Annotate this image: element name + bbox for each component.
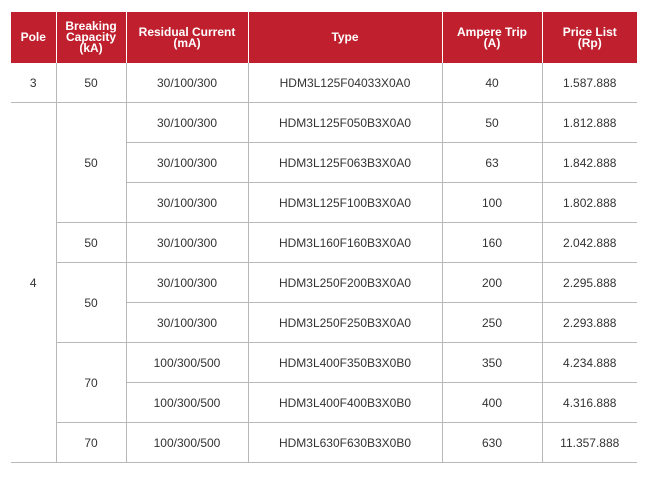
price-cell: 2.042.888: [542, 223, 637, 263]
ampere-cell: 200: [442, 263, 542, 303]
price-cell: 1.802.888: [542, 183, 637, 223]
ampere-cell: 400: [442, 383, 542, 423]
residual-cell: 30/100/300: [126, 183, 248, 223]
residual-cell: 30/100/300: [126, 143, 248, 183]
residual-cell: 30/100/300: [126, 223, 248, 263]
table-row: [11, 103, 637, 143]
ampere-cell: 40: [442, 63, 542, 103]
header-pole: Pole: [11, 12, 56, 63]
capacity-cell: 50: [56, 63, 126, 103]
residual-cell: 30/100/300: [126, 103, 248, 143]
type-cell: HDM3L160F160B3X0A0: [248, 223, 442, 263]
type-cell: HDM3L125F04033X0A0: [248, 63, 442, 103]
header-breaking-capacity: Breaking Capacity (kA): [56, 12, 126, 63]
ampere-cell: 160: [442, 223, 542, 263]
ampere-cell: 100: [442, 183, 542, 223]
pole-cell: 4: [11, 103, 56, 463]
type-cell: HDM3L630F630B3X0B0: [248, 423, 442, 463]
capacity-cell: 50: [56, 263, 126, 343]
price-cell: 1.587.888: [542, 63, 637, 103]
price-cell: 1.812.888: [542, 103, 637, 143]
price-cell: 2.293.888: [542, 303, 637, 343]
type-cell: HDM3L125F100B3X0A0: [248, 183, 442, 223]
price-cell: 1.842.888: [542, 143, 637, 183]
type-cell: HDM3L125F050B3X0A0: [248, 103, 442, 143]
capacity-cell: 70: [56, 343, 126, 423]
header-price-list: Price List (Rp): [542, 12, 637, 63]
table-row: [11, 223, 637, 263]
table-row: [11, 423, 637, 463]
table-header-row: [11, 12, 637, 63]
residual-cell: 30/100/300: [126, 63, 248, 103]
ampere-cell: 63: [442, 143, 542, 183]
type-cell: HDM3L250F250B3X0A0: [248, 303, 442, 343]
type-cell: HDM3L125F063B3X0A0: [248, 143, 442, 183]
residual-cell: 100/300/500: [126, 343, 248, 383]
residual-cell: 30/100/300: [126, 263, 248, 303]
type-cell: HDM3L250F200B3X0A0: [248, 263, 442, 303]
price-cell: 2.295.888: [542, 263, 637, 303]
residual-cell: 100/300/500: [126, 423, 248, 463]
ampere-cell: 350: [442, 343, 542, 383]
price-cell: 11.357.888: [542, 423, 637, 463]
price-cell: 4.316.888: [542, 383, 637, 423]
residual-cell: 100/300/500: [126, 383, 248, 423]
capacity-cell: 50: [56, 103, 126, 223]
price-cell: 4.234.888: [542, 343, 637, 383]
residual-cell: 30/100/300: [126, 303, 248, 343]
capacity-cell: 70: [56, 423, 126, 463]
ampere-cell: 250: [442, 303, 542, 343]
table-row: [11, 343, 637, 383]
price-table-container: [11, 12, 637, 463]
ampere-cell: 50: [442, 103, 542, 143]
ampere-cell: 630: [442, 423, 542, 463]
table-row: [11, 63, 637, 103]
header-ampere-trip: Ampere Trip (A): [442, 12, 542, 63]
header-type: Type: [248, 12, 442, 63]
pole-cell: 3: [11, 63, 56, 103]
header-residual-current: Residual Current (mA): [126, 12, 248, 63]
type-cell: HDM3L400F350B3X0B0: [248, 343, 442, 383]
capacity-cell: 50: [56, 223, 126, 263]
price-list-table: [11, 12, 637, 463]
table-row: [11, 263, 637, 303]
type-cell: HDM3L400F400B3X0B0: [248, 383, 442, 423]
